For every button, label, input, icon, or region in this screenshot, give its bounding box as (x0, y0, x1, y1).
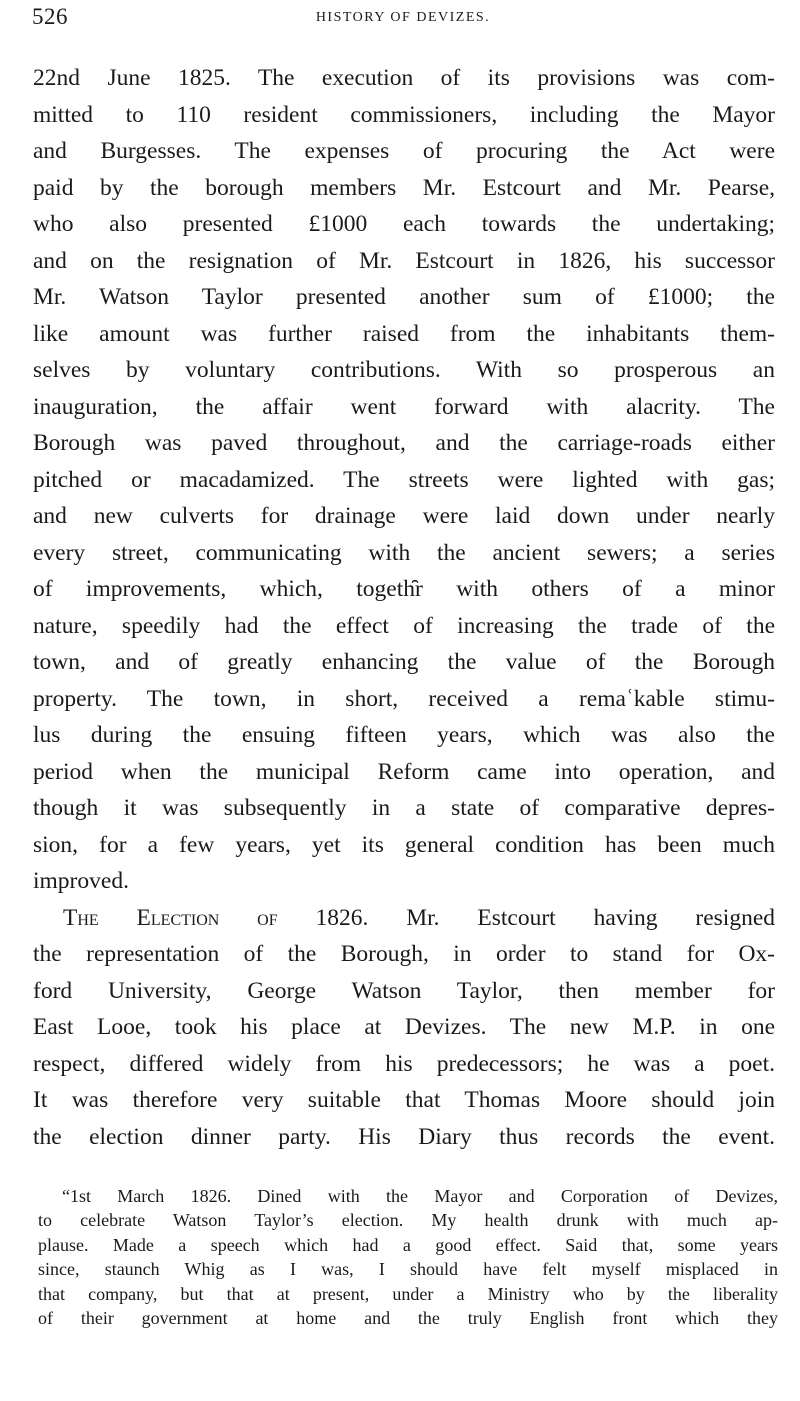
text-line: lus during the ensuing fifteen years, which was also the (33, 722, 775, 748)
text-line: sion, for a few years, yet its general condition has been much (33, 831, 775, 858)
text-line: and Burgesses. The expenses of procuring the Act were (33, 138, 775, 164)
quote-line: of their government at home and the truly English front which they (38, 1307, 778, 1328)
text-line: mitted to 110 resident commissioners, including the Mayor (33, 101, 775, 128)
text-line: Borough was paved throughout, and the carriage-roads either (33, 430, 775, 456)
text-line: though it was subsequently in a state of comparative depres- (33, 795, 775, 821)
text-line: inauguration, the affair went forward with alacrity. The (33, 393, 775, 420)
quote-line: plause. Made a speech which had a good effect. Said that, some years (38, 1234, 778, 1255)
text-line: period when the municipal Reform came into operation, and (33, 758, 775, 785)
text-line: and on the resignation of Mr. Estcourt in 1826, his successor (33, 247, 775, 274)
page-number: 526 (32, 4, 68, 29)
section-first-line (33, 900, 775, 937)
text-line: improved. (33, 868, 129, 894)
text-line: pitched or macadamized. The streets were lighted with gas; (33, 466, 775, 493)
text-line: town, and of greatly enhancing the value of the Borough (33, 649, 775, 675)
text-line: the representation of the Borough, in order to stand for Ox- (33, 941, 775, 967)
text-line: the election dinner party. His Diary thus records the event. (33, 1123, 775, 1150)
diary-quotation (38, 1184, 778, 1330)
quote-line: “1st March 1826. Dined with the Mayor and Corporation of Devizes, (62, 1186, 778, 1206)
text-line: paid by the borough members Mr. Estcourt and Mr. Pearse, (33, 174, 775, 201)
text-line: who also presented £1000 each towards the undertaking; (33, 211, 775, 237)
text-line: property. The town, in short, received a remaʿkable stimu- (33, 685, 775, 712)
text-line: ford University, George Watson Taylor, then member for (33, 977, 775, 1004)
text-line: East Looe, took his place at Devizes. The new M.P. in one (33, 1014, 775, 1040)
text-line: nature, speedily had the effect of increasing the trade of the (33, 612, 775, 639)
text-line: selves by voluntary contributions. With so prosperous an (33, 357, 775, 383)
text-line: 22nd June 1825. The execution of its provisions was com- (33, 65, 775, 91)
running-head: HISTORY OF DEVIZES. (315, 10, 491, 25)
text-line: respect, differed widely from his predecessors; he was a poet. (33, 1050, 775, 1077)
quote-line: to celebrate Watson Taylor’s election. My health drunk with much ap- (38, 1210, 778, 1231)
text-line: It was therefore very suitable that Thomas Moore should join (33, 1087, 775, 1113)
text-line: and new culverts for drainage were laid down under nearly (33, 503, 775, 529)
body-text (33, 60, 775, 1155)
text-line: every street, communicating with the ancient sewers; a series (33, 539, 775, 566)
quote-line: that company, but that at present, under a Ministry who by the liberality (38, 1283, 778, 1304)
section-first-line-text: Mr. Estcourt having resigned (406, 904, 775, 931)
text-line: of improvements, which, togeth̑r with others of a minor (33, 576, 775, 602)
page-header (32, 4, 774, 34)
text-line: like amount was further raised from the inhabitants them- (33, 320, 775, 347)
text-line: Mr. Watson Taylor presented another sum of £1000; the (33, 284, 775, 310)
quote-line: since, staunch Whig as I was, I should have felt myself misplaced in (38, 1259, 778, 1280)
section-heading: The Election of 1826. (63, 904, 369, 931)
